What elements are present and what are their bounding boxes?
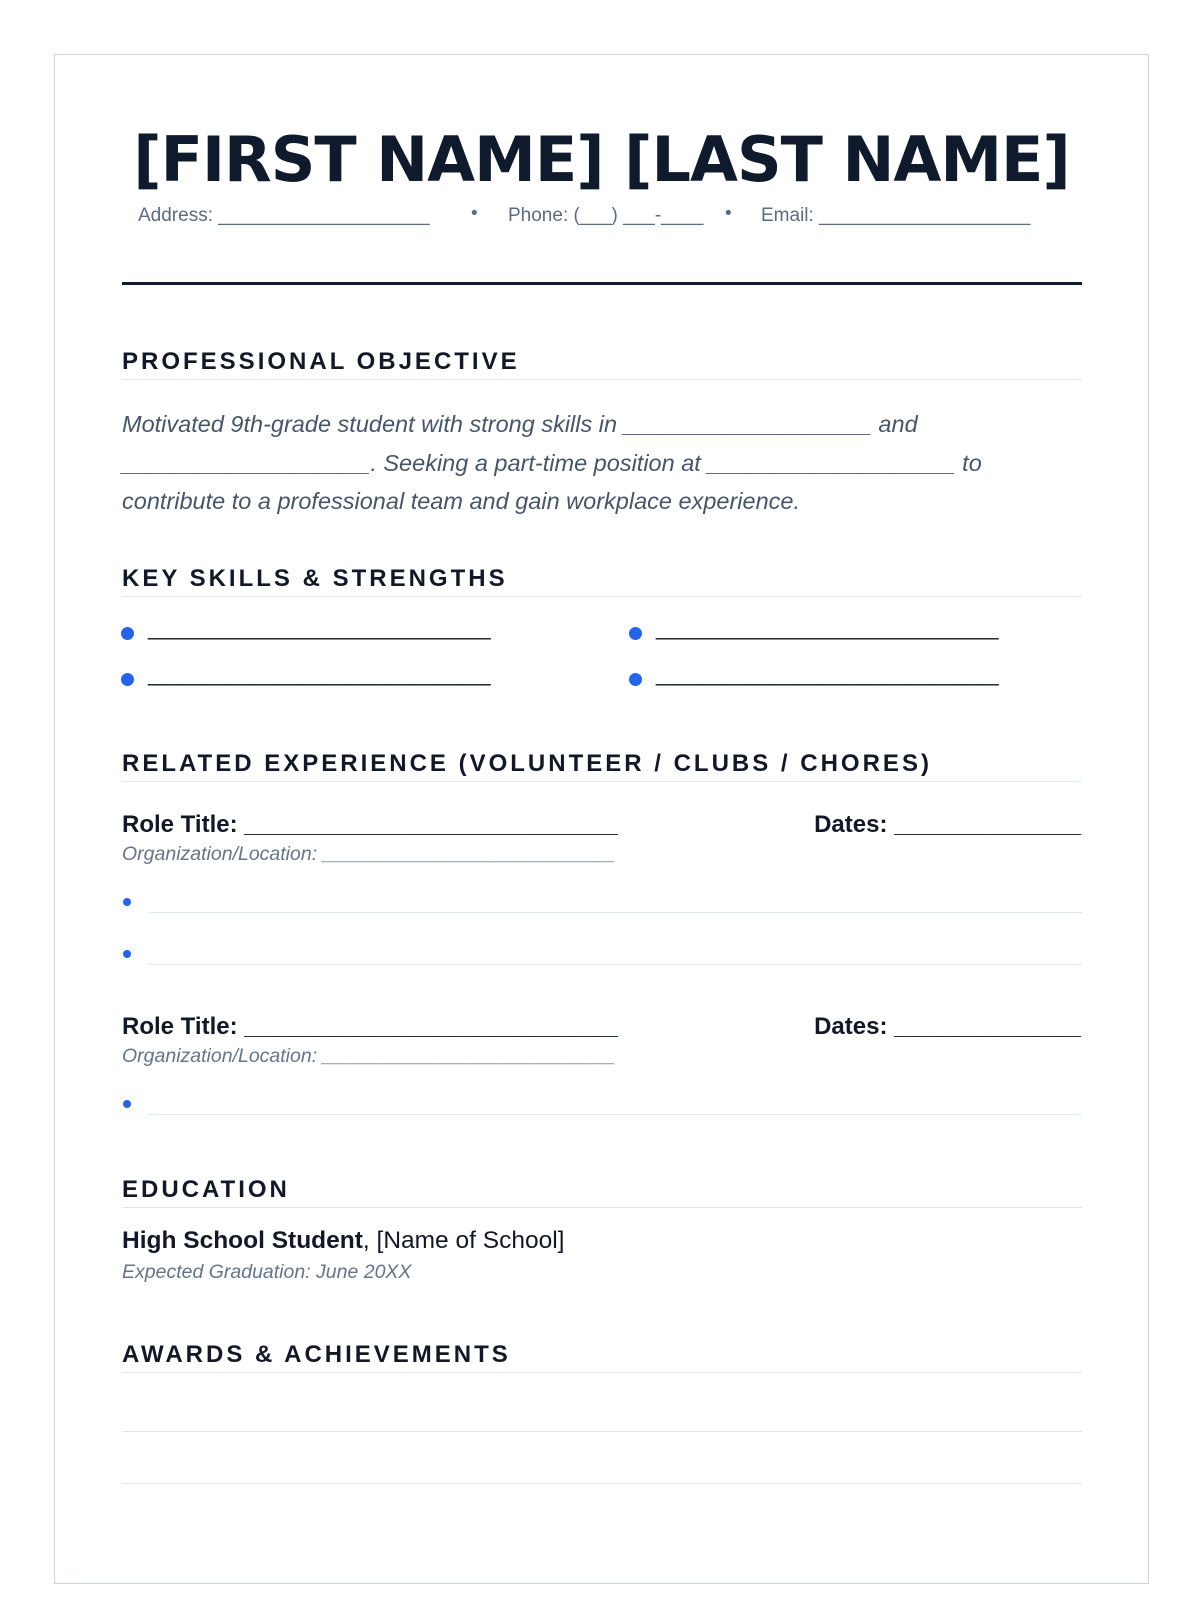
phone-field: Phone: (___) ___-____ bbox=[508, 205, 704, 226]
bullet-line bbox=[149, 912, 1082, 913]
skill-item: ____________________________ bbox=[656, 615, 999, 640]
education-entry bbox=[122, 1227, 564, 1255]
bullet-icon bbox=[121, 673, 134, 686]
section-divider bbox=[122, 781, 1082, 782]
section-title-experience: RELATED EXPERIENCE (VOLUNTEER / CLUBS / CHORES) bbox=[122, 750, 932, 777]
role-dates: Dates: ______________ bbox=[814, 1013, 1081, 1040]
section-title-education: EDUCATION bbox=[122, 1176, 290, 1203]
bullet-icon bbox=[121, 627, 134, 640]
section-divider bbox=[122, 1372, 1082, 1373]
award-line bbox=[122, 1483, 1082, 1484]
organization-location: Organization/Location: ___________________________ bbox=[122, 1045, 616, 1067]
contact-separator: • bbox=[725, 203, 732, 224]
graduation-date: Expected Graduation: June 20XX bbox=[122, 1261, 412, 1283]
section-divider bbox=[122, 379, 1082, 380]
section-title-skills: KEY SKILLS & STRENGTHS bbox=[122, 565, 508, 592]
objective-text: Motivated 9th-grade student with strong skills in ___________________ and ___________________. Seeking a part-time position at ___________________ to contribute to a professional team and gain workplace experience. bbox=[122, 411, 982, 514]
section-divider bbox=[122, 596, 1082, 597]
section-title-awards: AWARDS & ACHIEVEMENTS bbox=[122, 1341, 511, 1368]
header-divider bbox=[122, 282, 1082, 285]
contact-separator: • bbox=[471, 203, 478, 224]
section-divider bbox=[122, 1207, 1082, 1208]
section-title-objective: PROFESSIONAL OBJECTIVE bbox=[122, 348, 520, 375]
resume-page bbox=[54, 54, 1149, 1584]
bullet-line bbox=[149, 964, 1082, 965]
organization-location: Organization/Location: ___________________________ bbox=[122, 843, 616, 865]
skill-item: ____________________________ bbox=[656, 661, 999, 686]
skill-item: ____________________________ bbox=[148, 661, 491, 686]
bullet-icon bbox=[629, 627, 642, 640]
role-title: Role Title: ____________________________ bbox=[122, 811, 618, 838]
award-line bbox=[122, 1431, 1082, 1432]
email-field: Email: ____________________ bbox=[761, 205, 1031, 226]
address-field: Address: ____________________ bbox=[138, 205, 430, 226]
bullet-icon bbox=[123, 1100, 131, 1108]
bullet-icon bbox=[629, 673, 642, 686]
bullet-icon bbox=[123, 898, 131, 906]
degree: High School Student bbox=[122, 1227, 363, 1254]
role-title: Role Title: ____________________________ bbox=[122, 1013, 618, 1040]
role-dates: Dates: ______________ bbox=[814, 811, 1081, 838]
bullet-icon bbox=[123, 950, 131, 958]
candidate-name: [FIRST NAME] [LAST NAME] bbox=[133, 123, 1070, 196]
skill-item: ____________________________ bbox=[148, 615, 491, 640]
school-name: , [Name of School] bbox=[362, 1227, 565, 1254]
bullet-line bbox=[149, 1114, 1082, 1115]
